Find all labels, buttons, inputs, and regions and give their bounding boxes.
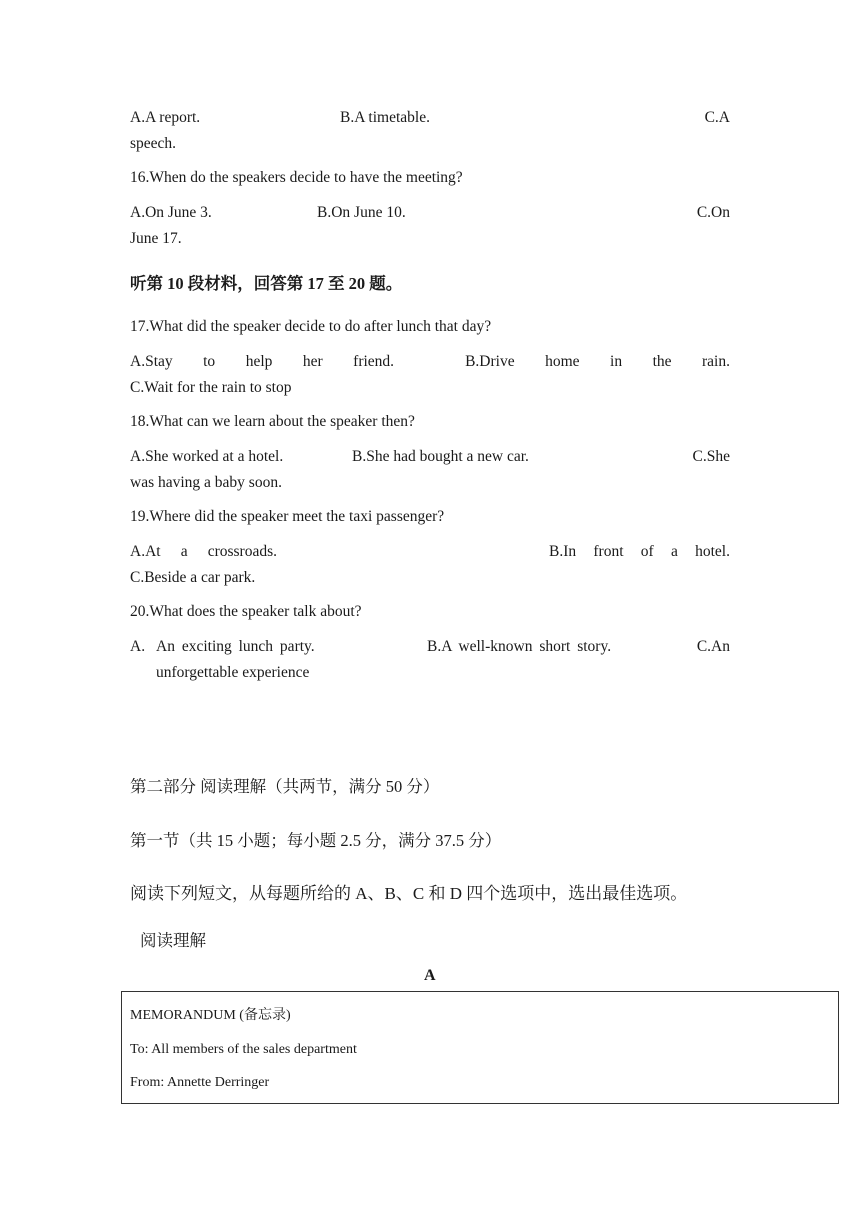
q17-word: help (245, 353, 273, 370)
q19-word: B.In (549, 543, 577, 560)
q19-word: hotel. (695, 543, 730, 560)
q17-word: to (203, 353, 216, 370)
q17-word: friend. (353, 353, 395, 370)
q19-word: A.At (130, 543, 161, 560)
q20-option-c: C.An (696, 638, 730, 655)
part-2-heading: 第二部分 阅读理解（共两节，满分 50 分） (130, 777, 440, 796)
q18-option-c: C.She (692, 448, 730, 465)
q15-option-c: C.A (704, 109, 730, 126)
section-1-heading: 第一节（共 15 小题；每小题 2.5 分，满分 37.5 分） (130, 831, 502, 850)
memo-title: MEMORANDUM (备忘录) (130, 1008, 291, 1023)
q18-option-c-continued: was having a baby soon. (130, 474, 282, 491)
q20-option-a (156, 637, 333, 657)
q18-question: 18.What can we learn about the speaker then? (130, 413, 415, 430)
instruction-text: 阅读下列短文，从每题所给的 A、B、C 和 D 四个选项中，选出最佳选项。 (130, 884, 688, 903)
q17-options-row (130, 352, 730, 372)
q17-word: A.Stay (130, 353, 173, 370)
section-10-heading: 听第 10 段材料，回答第 17 至 20 题。 (130, 274, 403, 293)
q15-option-c-continued: speech. (130, 135, 177, 152)
q16-question: 16.When do the speakers decide to have the meeting? (130, 169, 463, 186)
q17-option-c: C.Wait for the rain to stop (130, 379, 292, 396)
q20-option-a-text: An exciting lunch party. (156, 638, 315, 655)
q17-word: her (302, 353, 323, 370)
q19-word: a (670, 543, 678, 560)
memorandum-box (121, 991, 839, 1104)
q19-option-a (130, 542, 277, 562)
q16-option-c: C.On (696, 204, 730, 221)
passage-letter: A (424, 967, 436, 984)
q18-option-a: A.She worked at a hotel. (130, 448, 284, 465)
q19-question: 19.Where did the speaker meet the taxi passenger? (130, 508, 445, 525)
q19-word: crossroads. (207, 543, 277, 560)
q17-question: 17.What did the speaker decide to do after lunch that day? (130, 318, 492, 335)
q17-gap (425, 352, 435, 372)
q19-word: a (180, 543, 188, 560)
q17-word: home (545, 353, 580, 370)
q19-word: of (640, 543, 654, 560)
q19-option-c: C.Beside a car park. (130, 569, 256, 586)
q15-option-b: B.A timetable. (340, 109, 430, 126)
memo-to: To: All members of the sales department (130, 1042, 357, 1057)
q17-word: B.Drive (465, 353, 515, 370)
q19-word: front (593, 543, 624, 560)
q16-option-b: B.On June 10. (317, 204, 406, 221)
q17-word: the (652, 353, 672, 370)
q16-option-c-continued: June 17. (130, 230, 182, 247)
memo-from: From: Annette Derringer (130, 1075, 270, 1090)
q16-option-a: A.On June 3. (130, 204, 212, 221)
q17-word: in (610, 353, 623, 370)
q19-option-b (549, 542, 730, 562)
q20-option-b: B.A well-known short story. (427, 638, 612, 655)
q20-question: 20.What does the speaker talk about? (130, 603, 362, 620)
q18-option-b: B.She had bought a new car. (352, 448, 529, 465)
q15-option-a: A.A report. (130, 109, 201, 126)
q20-option-c-continued: unforgettable experience (156, 664, 310, 681)
reading-comprehension-label: 阅读理解 (140, 931, 206, 950)
q17-word: rain. (702, 353, 730, 370)
q20-option-a-prefix: A. (130, 638, 146, 655)
